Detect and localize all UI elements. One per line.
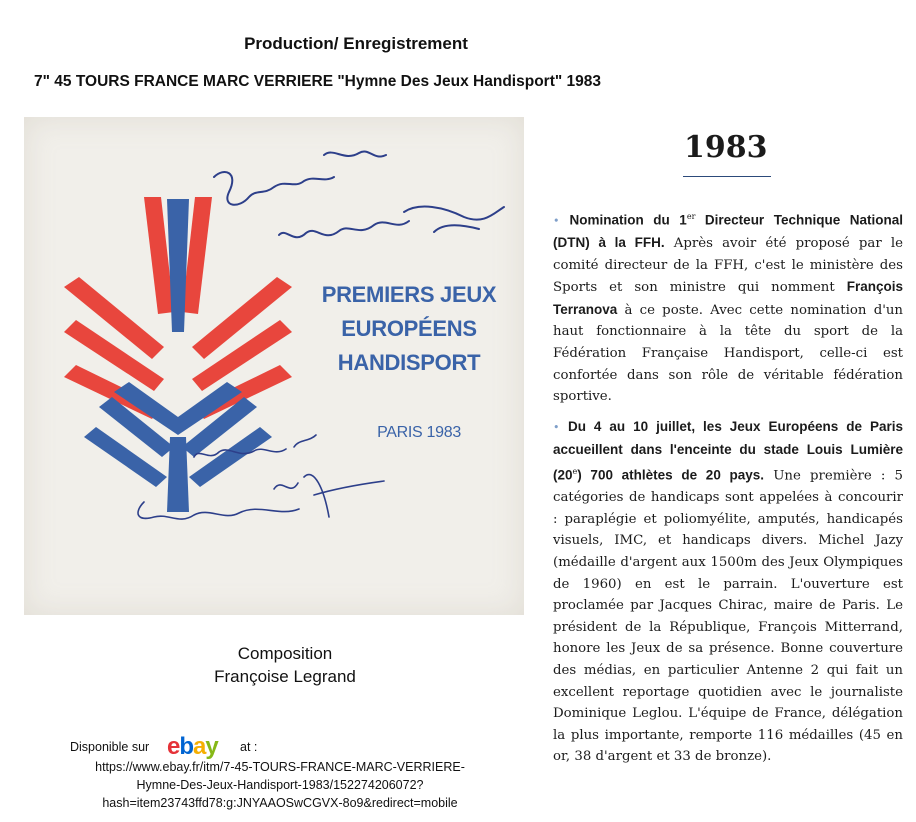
availability-suffix: at : [240,740,258,754]
bullet-icon: • [553,421,560,434]
p1-bold-b: Directeur Technique National (DTN) à la FFH. [553,212,904,251]
p2-bold-a: Du 4 au 10 juillet, les Jeux Européens de Paris accueillent dans l'enceinte du stade Louis Lumière (20 [553,419,903,483]
handwritten-dedication [214,151,504,237]
p1-bold-a: Nomination du 1 [569,212,687,228]
cover-line-2: EUROPÉENS [341,316,477,341]
p1-bold-c: François Terranova [553,279,903,317]
bullet-icon: • [553,214,560,228]
availability-prefix: Disponible sur [70,740,150,754]
p2-text-a: Une première : 5 catégories de handicaps sont appelées à concourir : paraplégie et poliomyélite, amputés, handicapés visuels, IMC, et handicaps divers. Michel Jazy (médaille d'argent aux 1500m des Jeux Olympiques de 1960) en est le parrain. L'ouverture est proclamée par Jacques Chirac, maire de Paris. Le président de la République, François Mitterrand, honore les Jeux de sa présence. Bonne couverture des médias, en particulier Antenne 2 qui fait un excellent reportage quotidien avec le journaliste Dominique Leglou. L'équipe de France, délégation la plus importante, remporte 116 médailles (45 en or, 38 d'argent et 33 de bronze). [553,468,903,765]
cover-line-1: PREMIERS JEUX [321,282,497,307]
article-paragraph-2 [553,416,903,768]
p2-bold-b: ) 700 athlètes de 20 pays. [577,467,765,483]
record-cover [24,117,524,615]
article-paragraph-1 [553,206,903,408]
page-heading: Production/ Enregistrement [244,34,468,53]
p1-text-b: à ce poste. Avec cette nomination d'un haut fonctionnaire à la tête du sport de la Fédération Française Handisport, celle-ci est confortée dans son rôle de véritable fédération sportive. [553,302,903,405]
p2-superscript: e [572,467,578,477]
ebay-url-line-1[interactable]: https://www.ebay.fr/itm/7-45-TOURS-FRANCE-MARC-VERRIERE- [95,760,465,774]
composer-name: Françoise Legrand [214,667,356,686]
p1-superscript: er [686,212,696,221]
ebay-url-line-3[interactable]: hash=item23743ffd78:g:JNYAAOSwCGVX-8o9&redirect=mobile [102,796,458,810]
article-year: 1983 [684,130,768,165]
ebay-logo[interactable]: ebay [167,733,218,760]
ebay-url-line-2[interactable]: Hymne-Des-Jeux-Handisport-1983/152274206072? [136,778,424,792]
p1-text-a: Après avoir été proposé par le comité directeur de la FFH, c'est le ministère des Sports et son ministre qui nomment [553,236,903,296]
cover-city-year: PARIS 1983 [377,424,461,441]
year-divider [683,176,771,177]
record-title: 7" 45 TOURS FRANCE MARC VERRIERE "Hymne Des Jeux Handisport" 1983 [34,73,601,90]
composition-label: Composition [237,644,333,663]
cover-line-3: HANDISPORT [337,350,481,375]
